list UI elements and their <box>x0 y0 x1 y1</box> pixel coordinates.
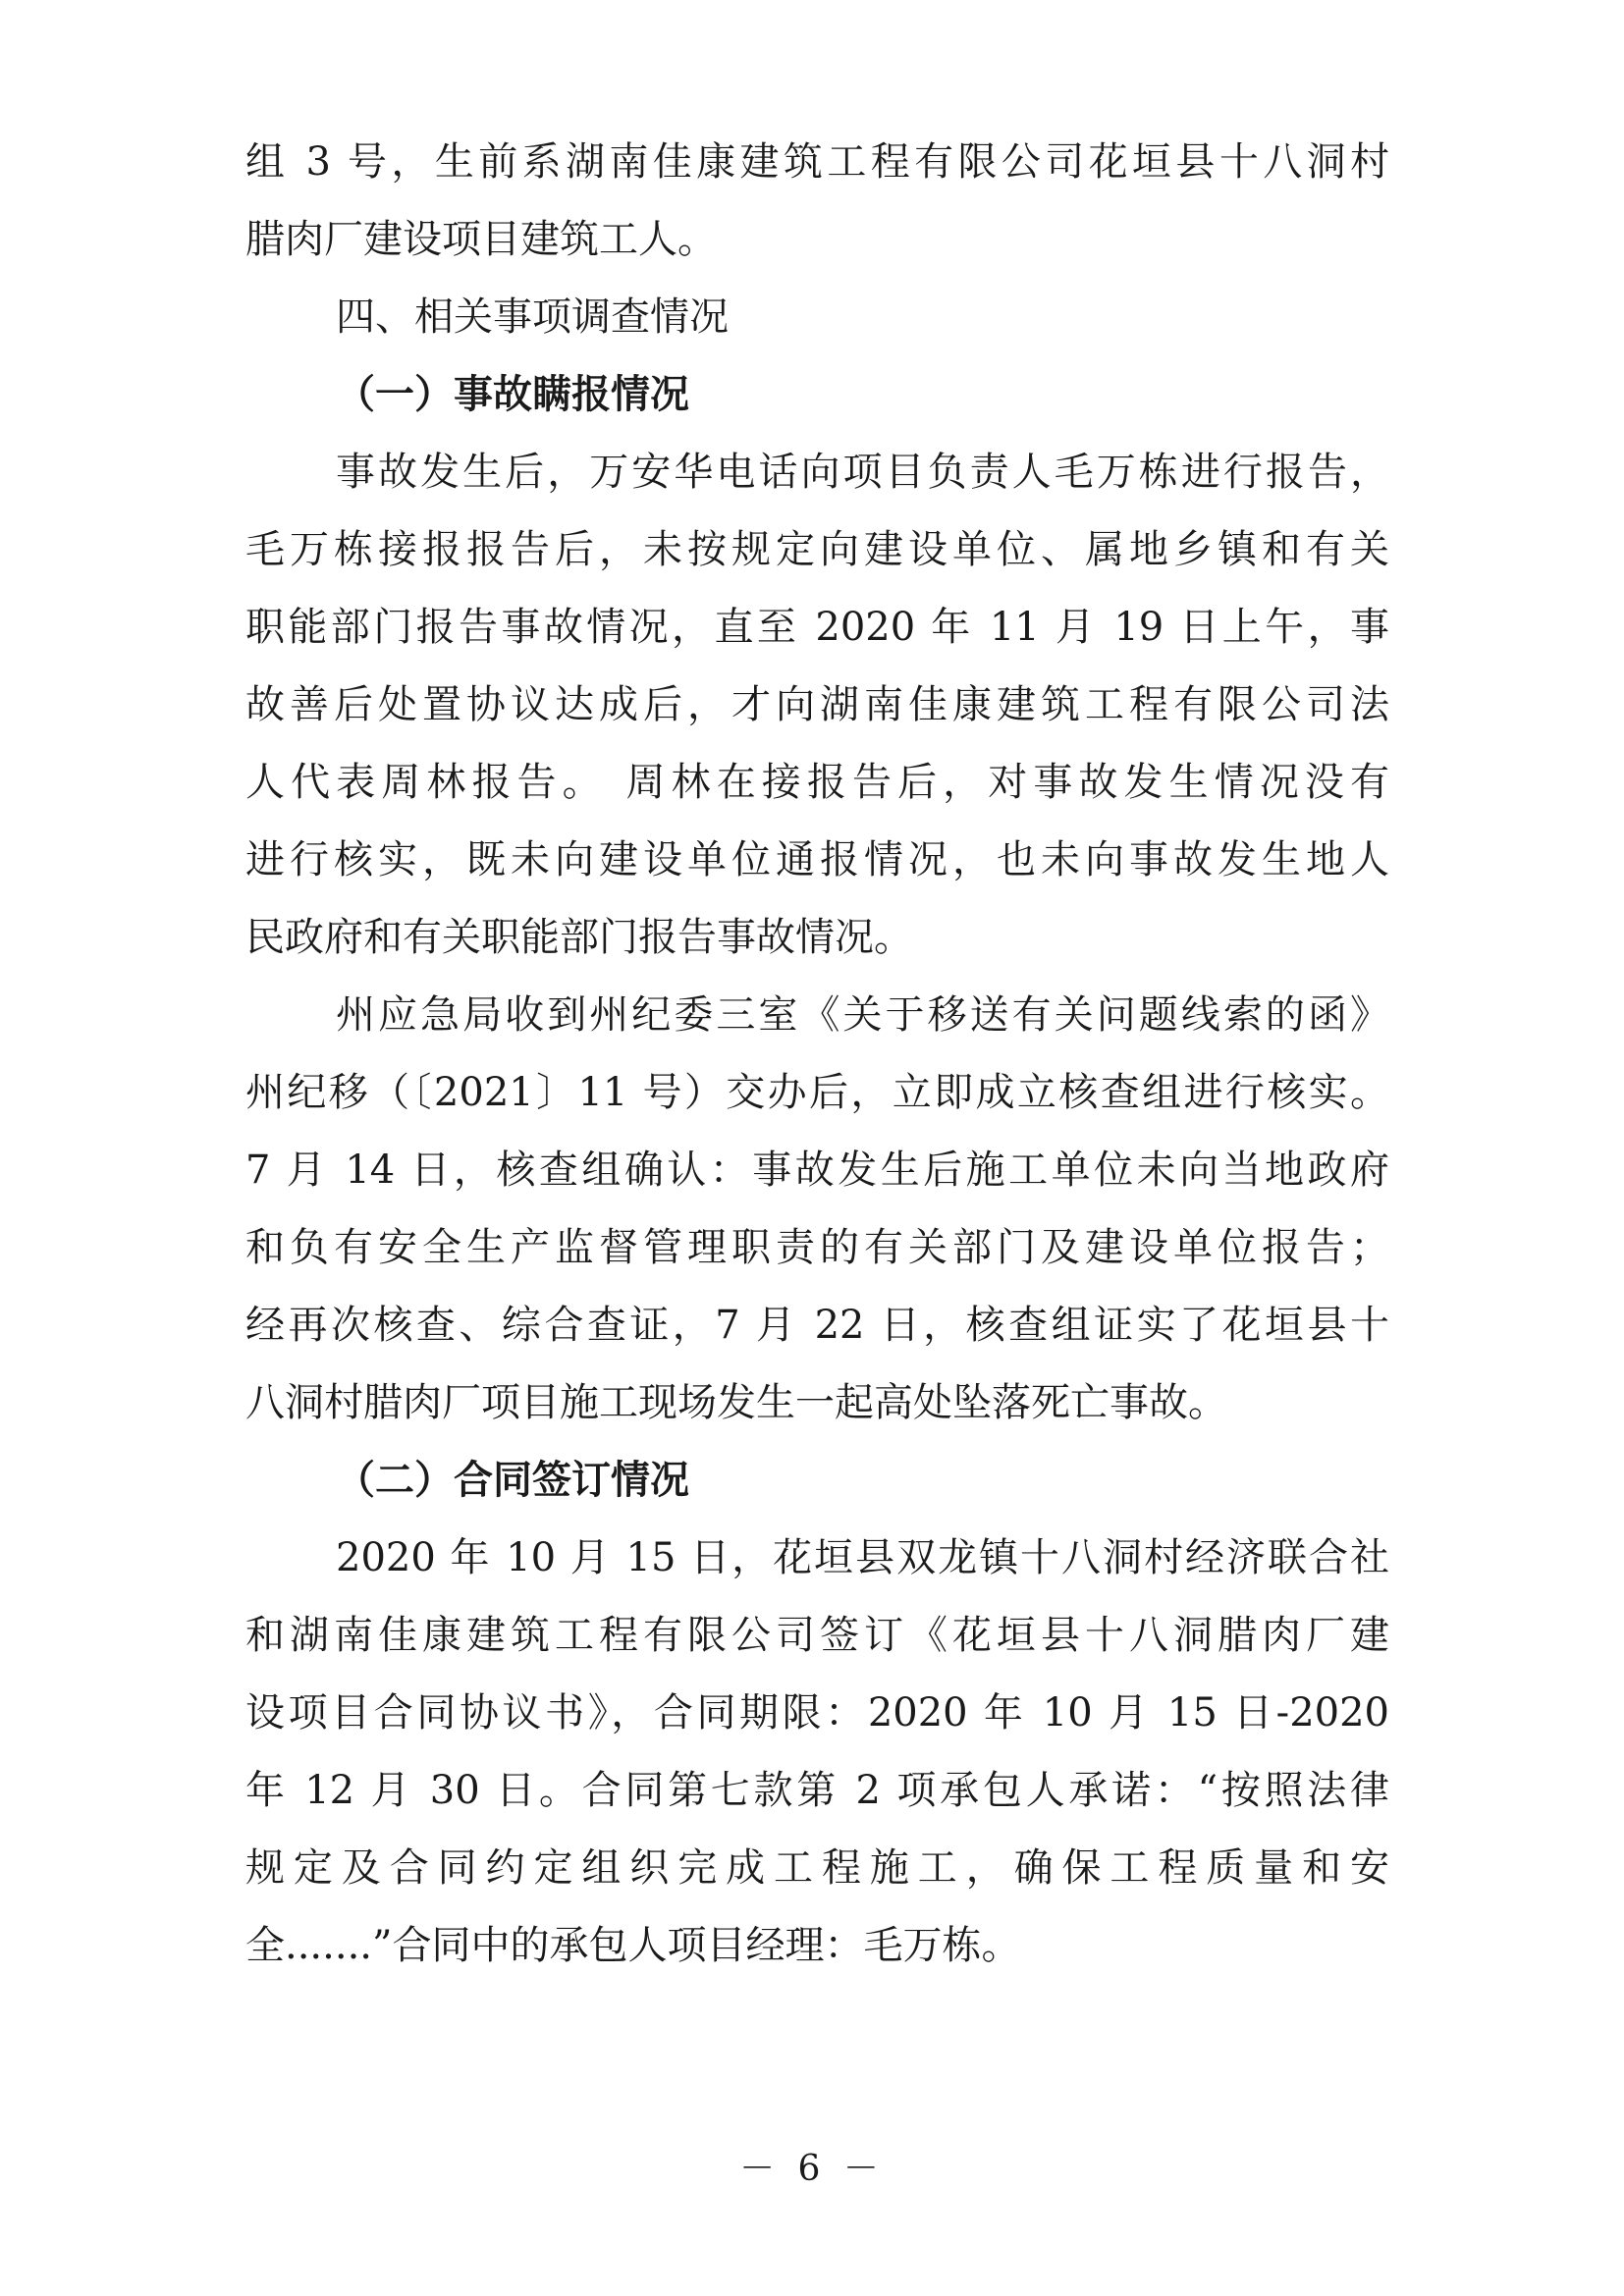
body-line: 毛万栋接报报告后，未按规定向建设单位、属地乡镇和有关 <box>245 527 1389 572</box>
body-line: 设项目合同协议书》，合同期限：2020 年 10 月 15 日-2020 <box>245 1690 1389 1735</box>
body-line: 和湖南佳康建筑工程有限公司签订《花垣县十八洞腊肉厂建 <box>245 1613 1389 1658</box>
body-line: 7 月 14 日，核查组确认：事故发生后施工单位未向当地政府 <box>245 1148 1389 1193</box>
body-line: 规定及合同约定组织完成工程施工，确保工程质量和安 <box>245 1845 1389 1891</box>
section-heading: 四、相关事项调查情况 <box>336 294 729 340</box>
subsection-heading: （二）合同签订情况 <box>336 1458 689 1503</box>
body-line: 职能部门报告事故情况，直至 2020 年 11 月 19 日上午，事 <box>245 605 1389 650</box>
body-line: 年 12 月 30 日。合同第七款第 2 项承包人承诺：“按照法律 <box>245 1768 1389 1813</box>
page-number: － 6 － <box>739 2149 885 2189</box>
body-line: 事故发生后，万安华电话向项目负责人毛万栋进行报告， <box>336 450 1389 495</box>
body-line: 人代表周林报告。 周林在接报告后，对事故发生情况没有 <box>245 760 1389 805</box>
body-line: 州纪移（〔2021〕11 号）交办后，立即成立核查组进行核实。 <box>245 1070 1389 1115</box>
body-line: 民政府和有关职能部门报告事故情况。 <box>245 915 913 960</box>
body-line: 全.......”合同中的承包人项目经理：毛万栋。 <box>245 1923 1021 1968</box>
subsection-heading: （一）事故瞒报情况 <box>336 372 689 417</box>
body-line: 州应急局收到州纪委三室《关于移送有关问题线索的函》 <box>336 992 1389 1038</box>
body-line: 和负有安全生产监督管理职责的有关部门及建设单位报告； <box>245 1225 1389 1270</box>
body-line: 进行核实，既未向建设单位通报情况，也未向事故发生地人 <box>245 837 1389 882</box>
body-line: 2020 年 10 月 15 日，花垣县双龙镇十八洞村经济联合社 <box>336 1535 1389 1580</box>
body-line: 经再次核查、综合查证，7 月 22 日，核查组证实了花垣县十 <box>245 1303 1389 1348</box>
body-line: 故善后处置协议达成后，才向湖南佳康建筑工程有限公司法 <box>245 682 1389 727</box>
body-line: 八洞村腊肉厂项目施工现场发生一起高处坠落死亡事故。 <box>245 1380 1227 1425</box>
body-line: 组 3 号，生前系湖南佳康建筑工程有限公司花垣县十八洞村 <box>245 139 1389 185</box>
body-line: 腊肉厂建设项目建筑工人。 <box>245 217 717 262</box>
